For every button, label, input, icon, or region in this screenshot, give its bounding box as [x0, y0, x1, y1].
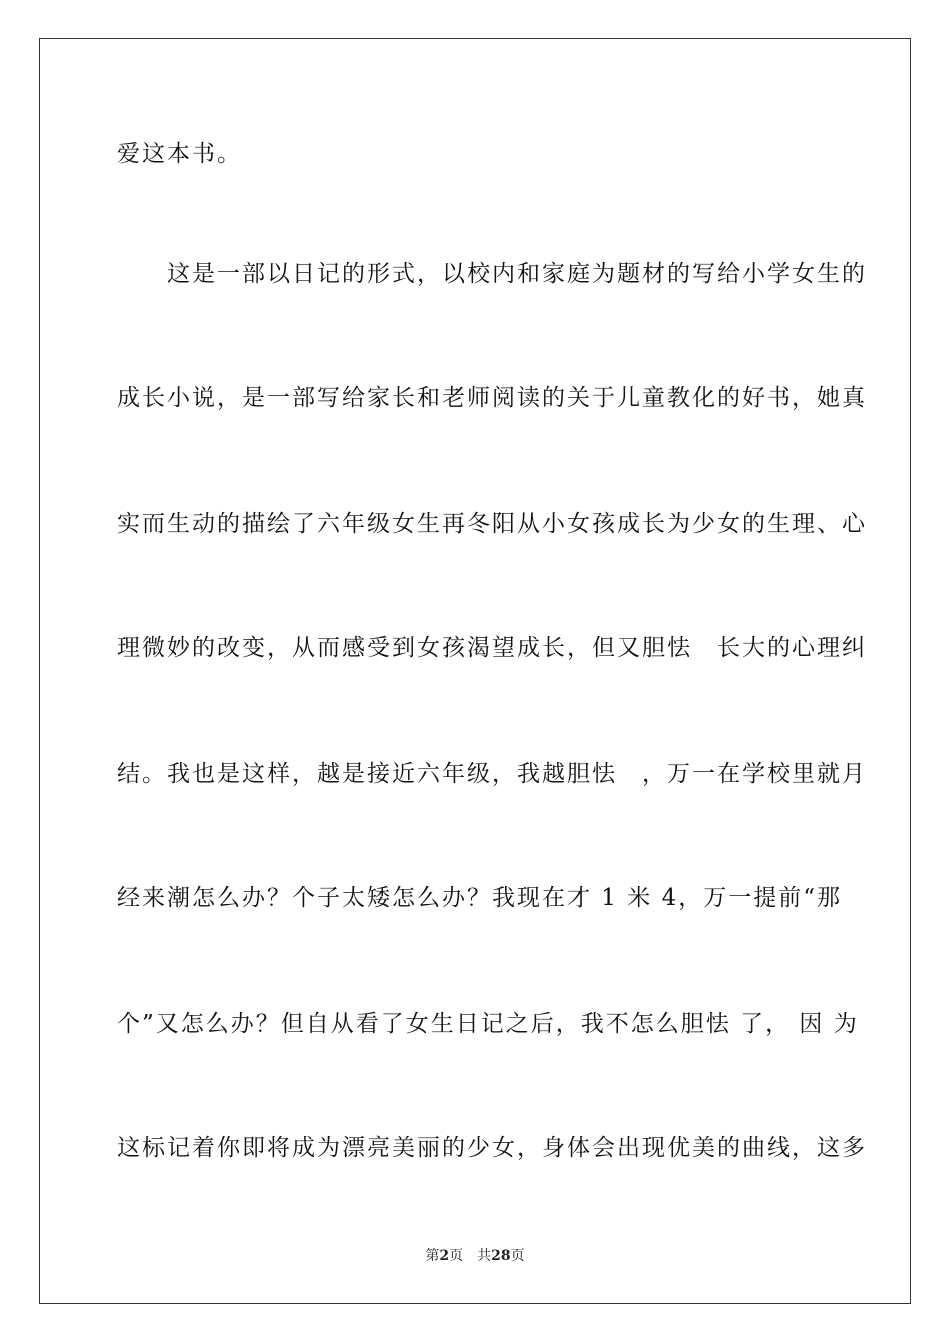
paragraph-line: 结。我也是这样，越是接近六年级，我越胆怯 ，万一在学校里就月: [117, 761, 867, 787]
page-prefix: 第: [425, 1248, 440, 1264]
paragraph-line: 经来潮怎么办？个子太矮怎么办？我现在才 1 米 4，万一提前“那: [117, 885, 842, 911]
page-mid-text: 页 共: [449, 1248, 492, 1264]
current-page-number: 2: [439, 1248, 450, 1264]
paragraph-line: 这标记着你即将成为漂亮美丽的少女，身体会出现优美的曲线，这多: [117, 1135, 867, 1161]
paragraph-line: 实而生动的描绘了六年级女生再冬阳从小女孩成长为少女的生理、心: [117, 511, 867, 537]
total-pages-number: 28: [491, 1248, 511, 1264]
paragraph-line: 爱这本书。: [117, 141, 242, 167]
page-border: [39, 38, 911, 1304]
paragraph-line: 成长小说，是一部写给家长和老师阅读的关于儿童教化的好书，她真: [117, 385, 867, 411]
page-suffix: 页: [510, 1248, 525, 1264]
paragraph-line: 理微妙的改变，从而感受到女孩渴望成长，但又胆怯 长大的心理纠: [117, 635, 867, 661]
page-number-footer: [0, 1246, 950, 1266]
paragraph-line: 个”又怎么办？但自从看了女生日记之后，我不怎么胆怯 了， 因 为: [117, 1011, 859, 1037]
paragraph-line: 这是一部以日记的形式，以校内和家庭为题材的写给小学女生的: [117, 261, 867, 287]
